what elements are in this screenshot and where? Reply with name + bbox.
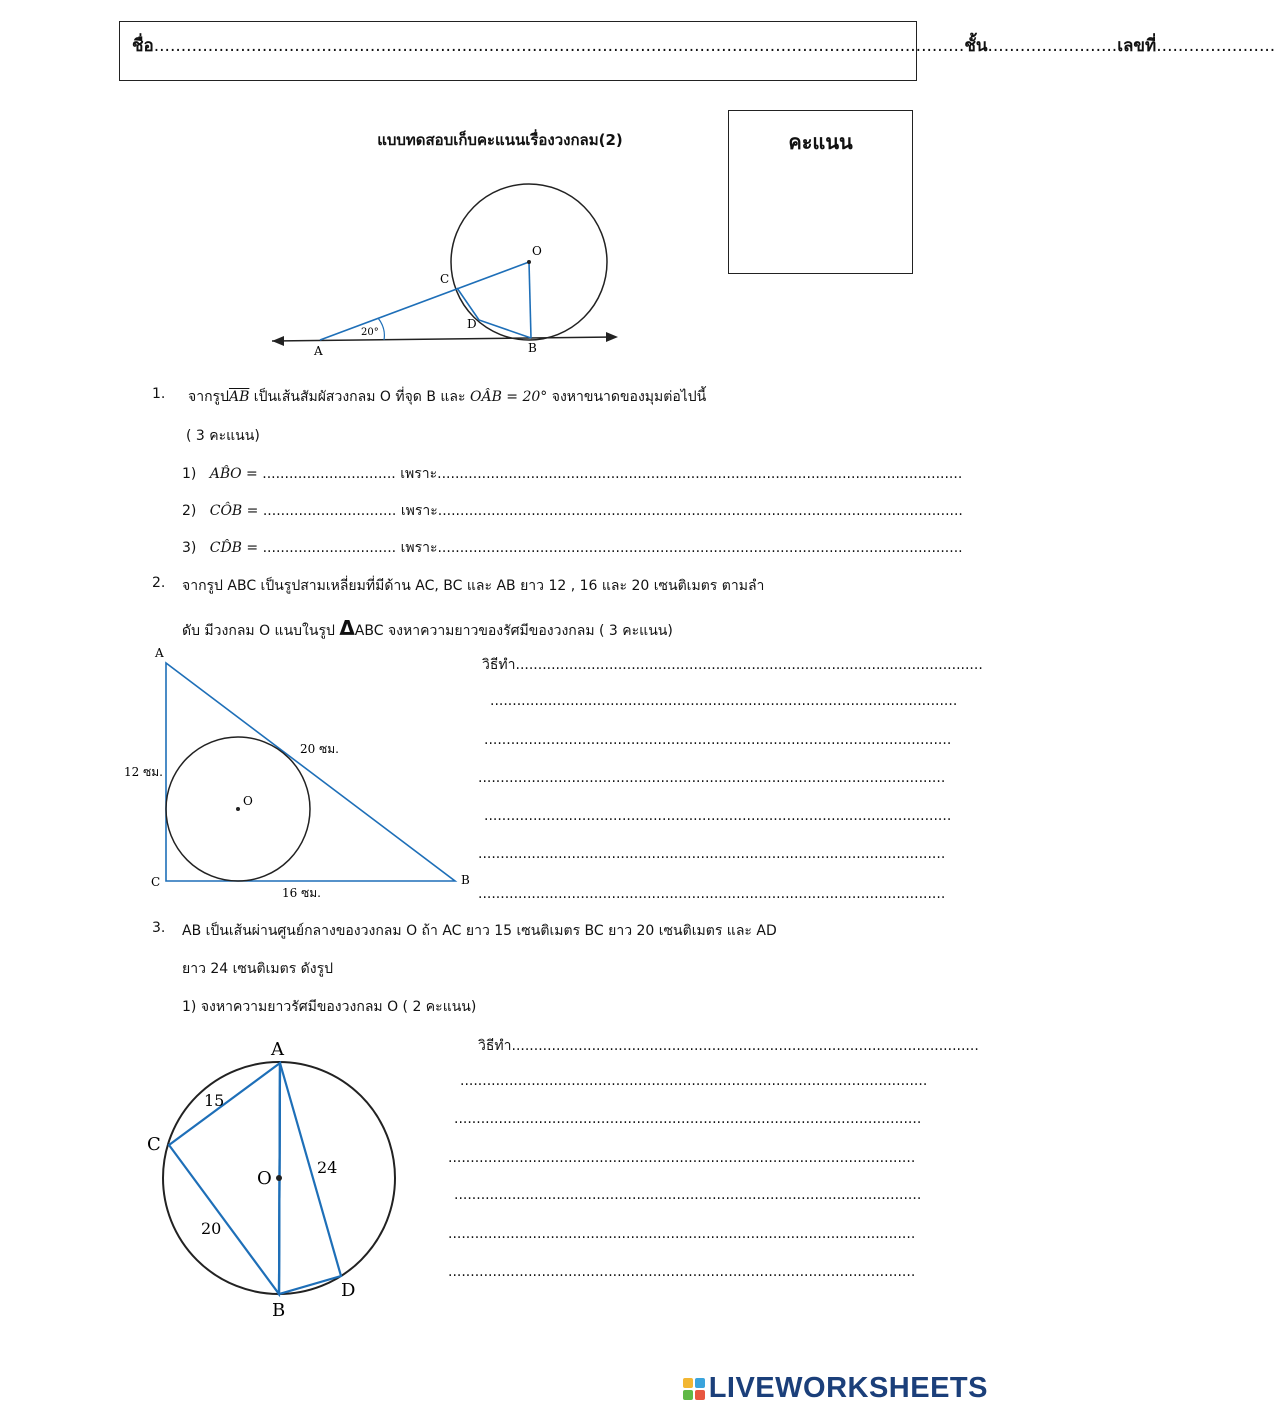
triangle-symbol: Δ [339, 616, 355, 640]
q1-text-post: จงหาขนาดของมุมต่อไปนี้ [547, 389, 707, 405]
student-info-line [132, 32, 1275, 59]
center-point [527, 260, 531, 264]
q2-number: 2. [152, 575, 166, 591]
answer-line[interactable]: ......................................................................................................... [490, 693, 958, 709]
center-point [276, 1175, 282, 1181]
label-o: O [243, 794, 253, 808]
label-side-ac: 12 ซม. [124, 765, 163, 779]
q1-reason-blank[interactable]: ...................................................................................................................... [437, 466, 963, 482]
page-title: แบบทดสอบเก็บคะแนนเรื่องวงกลม(2) [377, 131, 623, 149]
label-a: A [155, 646, 164, 660]
triangle-adb [279, 1063, 341, 1294]
because-label: เพราะ [400, 466, 438, 482]
label-side-ad: 24 [317, 1158, 338, 1177]
name-label: ชื่อ [132, 36, 154, 56]
answer-line[interactable]: ......................................................................................................... [460, 1073, 928, 1089]
answer-line[interactable]: ......................................................................................................... [484, 732, 952, 748]
angle-arc [378, 318, 384, 340]
figure-tangent-circle [260, 170, 630, 365]
arrow-right-icon [606, 332, 618, 342]
label-side-bc: 20 [201, 1219, 222, 1238]
label-side-bc: 16 ซม. [282, 886, 321, 900]
label-b: B [528, 341, 537, 355]
q3-line1: AB เป็นเส้นผ่านศูนย์กลางของวงกลม O ถ้า AC ยาว 15 เซนติเมตร BC ยาว 20 เซนติเมตร และ AD [182, 923, 777, 939]
q1-text [188, 386, 706, 408]
answer-line[interactable]: ......................................................................................................... [478, 770, 946, 786]
number-blank[interactable]: ...................... [1156, 36, 1275, 56]
q3-line2: ยาว 24 เซนติเมตร ดังรูป [182, 961, 333, 977]
q1-item [182, 463, 963, 485]
answer-blank[interactable]: ......................................................................................................... [511, 1038, 979, 1054]
q3-sub1: 1) จงหาความยาวรัศมีของวงกลม O ( 2 คะแนน) [182, 999, 477, 1015]
answer-line[interactable]: ......................................................................................................... [478, 846, 946, 862]
q1-item-number: 1) [182, 466, 197, 482]
q1-item-number: 2) [182, 503, 197, 519]
label-a: A [271, 1039, 284, 1060]
q2-line2 [182, 616, 673, 642]
class-blank[interactable]: ........................ [987, 36, 1118, 56]
label-d: D [467, 317, 477, 331]
q1-number: 1. [152, 386, 166, 402]
q1-item-expr: CD̂B = [209, 540, 259, 556]
label-o: O [532, 244, 542, 258]
center-point [236, 807, 240, 811]
q1-text-mid: เป็นเส้นสัมผัสวงกลม O ที่จุด B และ [249, 389, 470, 405]
q1-item-expr: AB̂O = [209, 466, 258, 482]
answer-blank[interactable]: ......................................................................................................... [515, 657, 983, 673]
label-c: C [440, 272, 450, 286]
label-d: D [341, 1280, 356, 1301]
segment-ao [320, 262, 529, 340]
q1-item-expr: CÔB = [209, 503, 259, 519]
answer-line[interactable]: ......................................................................................................... [478, 886, 946, 902]
q1-item-number: 3) [182, 540, 197, 556]
q3-number: 3. [152, 920, 166, 936]
q1-item [182, 500, 963, 522]
label-side-ab: 20 ซม. [300, 742, 339, 756]
liveworksheets-logo [683, 1372, 988, 1405]
q1-answer-blank[interactable]: .............................. [262, 503, 397, 519]
arrow-left-icon [272, 336, 284, 346]
answer-line[interactable]: ......................................................................................................... [448, 1150, 916, 1166]
q1-line-symbol: $\overline{AB}$ [228, 389, 250, 405]
q1-reason-blank[interactable]: ...................................................................................................................... [437, 503, 963, 519]
label-b: B [272, 1300, 286, 1321]
q2-line2-post: ABC จงหาความยาวของรัศมีของวงกลม ( 3 คะแนน) [354, 623, 673, 639]
q1-answer-blank[interactable]: .............................. [262, 540, 397, 556]
q1-points: ( 3 คะแนน) [186, 428, 260, 444]
segment-ob [529, 262, 531, 338]
answer-line[interactable]: ......................................................................................................... [454, 1111, 922, 1127]
label-c: C [147, 1134, 161, 1155]
q2-line2-pre: ดับ มีวงกลม O แนบในรูป [182, 623, 340, 639]
class-label: ชั้น [964, 36, 988, 56]
label-a: A [314, 344, 323, 358]
brand-name: LIVEWORKSHEETS [708, 1372, 988, 1404]
answer-line[interactable]: ......................................................................................................... [484, 808, 952, 824]
q1-item [182, 537, 963, 559]
label-side-ac: 15 [204, 1091, 225, 1110]
label-o: O [257, 1168, 272, 1189]
method-label: วิธีทำ [478, 1038, 512, 1054]
answer-line[interactable]: ......................................................................................................... [448, 1264, 916, 1280]
figure-diameter-circle [135, 1030, 425, 1320]
because-label: เพราะ [400, 503, 438, 519]
q1-angle-expr: OÂB = 20° [469, 389, 548, 405]
answer-line[interactable]: ......................................................................................................... [454, 1187, 922, 1203]
label-c: C [151, 875, 161, 889]
q1-reason-blank[interactable]: ...................................................................................................................... [437, 540, 963, 556]
number-label: เลขที่ [1117, 36, 1157, 56]
q1-text-pre: จากรูป [188, 389, 229, 405]
because-label: เพราะ [400, 540, 438, 556]
method-label: วิธีทำ [482, 657, 516, 673]
logo-grid-icon [683, 1378, 705, 1400]
score-label: คะแนน [788, 130, 853, 154]
q3-method-line [478, 1035, 979, 1057]
label-angle: 20° [361, 327, 379, 338]
q1-answer-blank[interactable]: .............................. [262, 466, 396, 482]
q2-line1: จากรูป ABC เป็นรูปสามเหลี่ยมที่มีด้าน AC, BC และ AB ยาว 12 , 16 และ 20 เซนติเมตร ตามลำ [182, 578, 765, 594]
name-blank[interactable]: ...................................................................................................................................................... [153, 36, 965, 56]
answer-line[interactable]: ......................................................................................................... [448, 1226, 916, 1242]
triangle-abc [166, 663, 455, 881]
label-b: B [461, 873, 470, 887]
q2-method-line [482, 654, 983, 676]
figure-incircle-triangle [115, 640, 485, 905]
